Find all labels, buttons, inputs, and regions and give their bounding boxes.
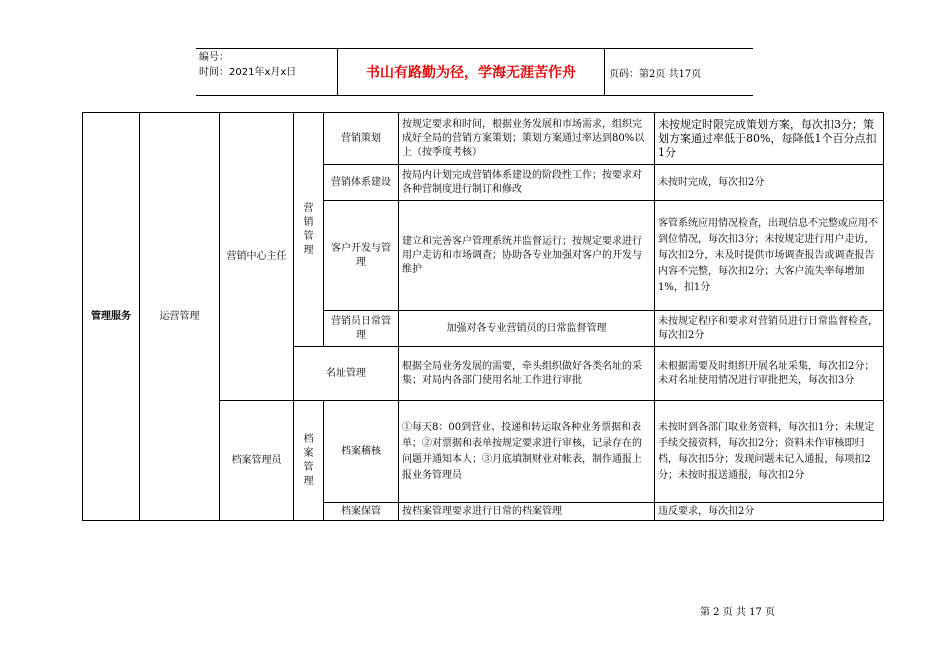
item-cell: 档案稽核 <box>324 401 399 503</box>
penalty-cell: 未按时完成，每次扣2分 <box>655 165 884 201</box>
penalty-cell: 客管系统应用情况检查，出现信息不完整或应用不到位情况，每次扣3分；未按规定进行用户走访，每次扣2分，未及时提供市场调查报告或调查报告内容不完整，每次扣2分；大客户流失率每增加1%，扣1分 <box>655 201 884 311</box>
penalty-cell: 未按规定程序和要求对营销员进行日常监督检查，每次扣2分 <box>655 311 884 347</box>
penalty-cell: 未按时到各部门取业务资料，每次扣1分；未规定手续交接资料，每次扣2分；资料未作审核即归档，每次扣5分；发现问题未记入通报，每项扣2分；未按时报送通报，每次扣2分 <box>655 401 884 503</box>
category-cell: 管理服务 <box>83 113 140 521</box>
date-line: 时间：2021年x月x日 <box>199 67 297 78</box>
header-bottom-rule <box>196 95 753 96</box>
item-cell: 名址管理 <box>294 347 399 401</box>
subcategory-cell: 运营管理 <box>140 113 220 521</box>
header-meta <box>199 50 296 80</box>
header-page-info: 页码：第2页 共17页 <box>609 69 702 80</box>
requirement-cell: 加强对各专业营销员的日常监督管理 <box>399 311 655 347</box>
requirement-cell: 根据全局业务发展的需要，牵头组织做好各类名址的采集；对局内各部门使用名址工作进行审批 <box>399 347 655 401</box>
requirement-cell: 按档案管理要求进行日常的档案管理 <box>399 503 655 521</box>
page-footer: 第 2 页 共 17 页 <box>700 607 775 618</box>
code-label: 编号： <box>199 52 229 63</box>
item-cell: 营销体系建设 <box>324 165 399 201</box>
role-cell: 档案管理员 <box>220 401 294 521</box>
item-cell: 档案保管 <box>324 503 399 521</box>
area-cell: 营 销 管 理 <box>294 113 324 347</box>
header-divider <box>337 48 338 95</box>
requirement-cell: 建立和完善客户管理系统并监督运行；按规定要求进行用户走访和市场调查；协助各专业加强对客户的开发与维护 <box>399 201 655 311</box>
item-cell: 营销策划 <box>324 113 399 165</box>
header-motto: 书山有路勤为径，学海无涯苦作舟 <box>366 65 576 81</box>
item-cell: 客户开发与管理 <box>324 201 399 311</box>
header-top-rule <box>196 48 753 49</box>
penalty-cell: 未按规定时限完成策划方案，每次扣3分；策划方案通过率低于80%，每降低1个百分点扣1分 <box>655 113 884 165</box>
area-cell: 档 案 管 理 <box>294 401 324 521</box>
penalty-cell: 未根据需要及时组织开展名址采集，每次扣2分；未对名址使用情况进行审批把关，每次扣3分 <box>655 347 884 401</box>
penalty-cell: 违反要求，每次扣2分 <box>655 503 884 521</box>
table-row <box>83 113 884 165</box>
header-divider <box>604 48 605 95</box>
requirement-cell: 按局内计划完成营销体系建设的阶段性工作；按要求对各种营制度进行制订和修改 <box>399 165 655 201</box>
role-cell: 营销中心主任 <box>220 113 294 401</box>
item-cell: 营销员日常管理 <box>324 311 399 347</box>
responsibility-table <box>82 112 884 521</box>
requirement-cell: 按规定要求和时间，根据业务发展和市场需求，组织完成好全局的营销方案策划；策划方案通过率达到80%以上（按季度考核） <box>399 113 655 165</box>
requirement-cell: ①每天8：00到营业、投递和转运取各种业务票据和表单；②对票据和表单按规定要求进行审核，记录存在的问题并通知本人；③月底填制财业对帐表，制作通报上报业务管理员 <box>399 401 655 503</box>
